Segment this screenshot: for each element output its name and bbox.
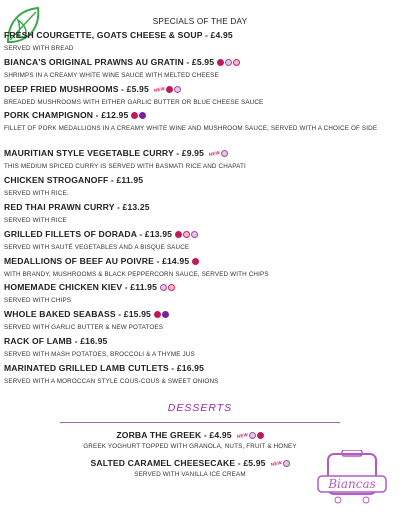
vegetarian-icon [160,284,167,291]
page-title: SPECIALS OF THE DAY [152,17,248,26]
dietary-badges [207,150,228,157]
menu-item-description: SERVED WITH GARLIC BUTTER & NEW POTATOES [4,324,164,331]
new-badge-icon: NEW [153,85,166,93]
vegetarian-icon [174,86,181,93]
menu-item-description: SERVED WITH RICE. [4,190,69,197]
dietary-badges [235,432,264,439]
menu-item-description: SERVED WITH CHIPS [4,297,72,304]
menu-item-name: RED THAI PRAWN CURRY - £13.25 [4,202,150,212]
biancas-logo [308,450,396,512]
vegetarian-icon [221,150,228,157]
menu-item [4,202,398,225]
gluten-free-icon [192,258,199,265]
dietary-badges [152,86,181,93]
menu-item [4,336,398,359]
menu-item-description: WITH BRANDY, MUSHROOMS & BLACK PEPPERCORN SAUCE, SERVED WITH CHIPS [4,271,269,278]
gluten-free-icon [217,59,224,66]
menu-item-name: RACK OF LAMB - £16.95 [4,336,108,346]
menu-item-name: HOMEMADE CHICKEN KIEV - £11.95 [4,282,398,292]
vegan-icon [139,112,146,119]
dairy-icon [233,59,240,66]
menu-item-description: SERVED WITH BREAD [4,45,74,52]
menu-item-description: SHRIMPS IN A CREAMY WHITE WINE SAUCE WITH MELTED CHEESE [4,72,219,79]
dietary-badges [131,112,146,119]
new-badge-icon: NEW [270,459,282,467]
menu-item-name: MARINATED GRILLED LAMB CUTLETS - £16.95 [4,363,205,373]
gluten-free-icon [166,86,173,93]
dietary-badges [269,460,290,467]
menu-item-name: MEDALLIONS OF BEEF AU POIVRE - £14.95 [4,256,398,266]
dietary-badges [192,258,199,265]
desserts-title: DESSERTS [167,402,233,414]
vegetarian-icon [191,231,198,238]
dietary-badges [160,284,175,291]
menu-item [4,148,398,171]
vegan-icon [162,311,169,318]
dessert-item [40,430,340,451]
menu-item [4,57,398,80]
menu-item-name: MAURITIAN STYLE VEGETABLE CURRY - £9.95 NEW [4,148,398,158]
menu-item-description: FILLET OF PORK MEDALLIONS IN A CREAMY WHITE WINE AND MUSHROOM SAUCE, SERVED WITH A CHOICE OF SIDE [4,125,378,132]
new-badge-icon: NEW [236,431,249,439]
menu-item [4,175,398,198]
menu-item [4,363,398,386]
menu-item [4,282,398,305]
gluten-free-icon [257,432,264,439]
dessert-item-name: SALTED CARAMEL CHEESECAKE - £5.95 NEW [40,458,340,468]
menu-item-name: BIANCA'S ORIGINAL PRAWNS AU GRATIN - £5.95 [4,57,398,67]
dessert-item-description: GREEK YOGHURT TOPPED WITH GRANOLA, NUTS, FRUIT & HONEY [83,443,297,450]
dietary-badges [154,311,169,318]
menu-item-name: PORK CHAMPIGNON - £12.95 [4,110,398,120]
vegetarian-icon [283,460,290,467]
menu-item-name: WHOLE BAKED SEABASS - £15.95 [4,309,398,319]
dietary-badges [217,59,240,66]
menu-item [4,84,398,107]
dairy-icon [168,284,175,291]
menu-item-name: DEEP FRIED MUSHROOMS - £5.95 NEW [4,84,398,94]
new-badge-icon: NEW [208,149,221,157]
gluten-free-icon [131,112,138,119]
dietary-badges [175,231,198,238]
menu-item [4,30,398,53]
menu-item [4,110,398,133]
menu-item [4,309,398,332]
menu-item-description: SERVED WITH SAUTÉ VEGETABLES AND A BISQUE SAUCE [4,244,190,251]
menu-item-description: BREADED MUSHROOMS WITH EITHER GARLIC BUTTER OR BLUE CHEESE SAUCE [4,99,264,106]
dairy-icon [183,231,190,238]
menu-item-name: CHICKEN STROGANOFF - £11.95 [4,175,144,185]
gluten-free-icon [175,231,182,238]
menu-item-name: GRILLED FILLETS OF DORADA - £13.95 [4,229,398,239]
dessert-item-name: ZORBA THE GREEK - £4.95 NEW [40,430,340,440]
menu-item-description: SERVED WITH RICE [4,217,67,224]
menu-item-name: FRESH COURGETTE, GOATS CHEESE & SOUP - £4.95 [4,30,233,40]
vegetarian-icon [249,432,256,439]
vegetarian-icon [225,59,232,66]
menu-item-description: THIS MEDIUM SPICED CURRY IS SERVED WITH BASMATI RICE AND CHAPATI [4,163,246,170]
desserts-divider [60,422,340,423]
menu-item-description: SERVED WITH A MOROCCAN STYLE COUS-COUS & SWEET ONIONS [4,378,219,385]
dessert-item [40,458,340,479]
dessert-item-description: SERVED WITH VANILLA ICE CREAM [134,471,246,478]
logo-text: Biancas [328,477,376,491]
menu-item [4,256,398,279]
menu-item-description: SERVED WITH MASH POTATOES, BROCCOLI & A THYME JUS [4,351,195,358]
gluten-free-icon [154,311,161,318]
menu-item [4,229,398,252]
